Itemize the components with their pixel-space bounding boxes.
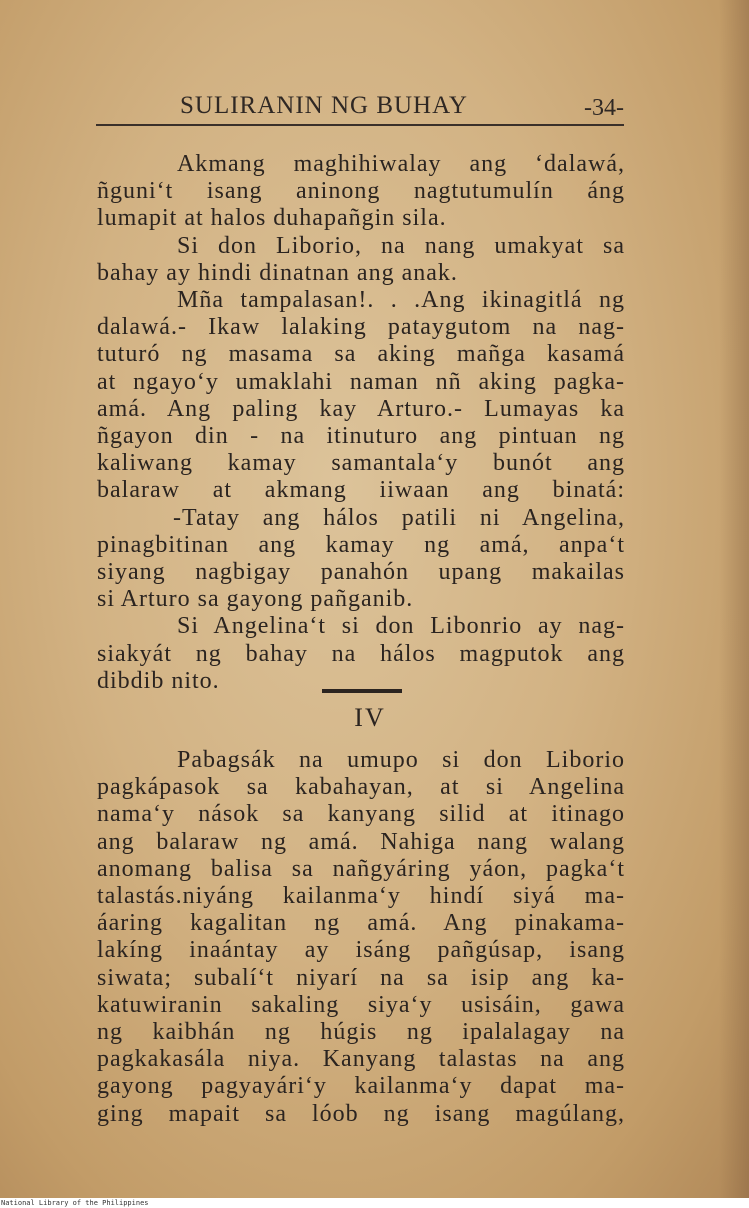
text-line: ñgayon din - na itinuturo ang pintuan ng [97,423,625,450]
text-line: pagkakasála niya. Kanyang talastas na ang [97,1046,625,1073]
text-line: talastás.niyáng kailanma‘y hindí siyá ma- [97,883,625,910]
text-line: ñguni‘t isang aninong nagtutumulín áng [97,178,625,205]
text-line: anomang balisa sa nañgyáring yáon, pagka‘t [97,855,625,882]
header-rule [96,124,624,126]
section-heading: IV [354,703,386,732]
text-line: Akmang maghihiwalay ang ‘dalawá, [177,151,625,177]
text-line: dibdib nito. [97,667,220,694]
text-line: siakyát ng bahay na hálos magputok ang [97,640,625,667]
text-line: nama‘y nások sa kanyang silid at itinago [97,801,625,828]
text-line: ging mapait sa lóob ng isang magúlang, [97,1100,625,1127]
text-line: amá. Ang paling kay Arturo.- Lumayas ka [97,395,625,422]
text-line: Mña tampalasan!. . .Ang ikinagitlá ng [177,287,625,314]
paragraph [97,233,625,287]
text-line: pagkápasok sa kabahayan, at si Angelina [97,774,625,801]
text-line: lakíng inaántay ay isáng pañgúsap, isang [97,937,625,964]
text-line: siyang nagbigay panahón upang makailas [97,559,625,586]
text-line: gayong pagyayári‘y kailanma‘y dapat ma- [97,1073,625,1100]
text-line: kaliwang kamay samantala‘y bunót ang [97,450,625,477]
text-line: at ngayo‘y umaklahi naman nñ aking pagka- [97,368,625,395]
text-line: siwata; subalí‘t niyarí na sa isip ang ka- [97,964,625,991]
paragraph [97,151,625,233]
paragraph [97,287,625,505]
text-line: tuturó ng masama sa aking mañga kasamá [97,341,625,368]
body-text-top [97,151,625,695]
section-rule [322,689,402,693]
text-line: bahay ay hindi dinatnan ang anak. [97,259,458,286]
text-line: dalawá.- Ikaw lalaking pataygutom na nag- [97,314,625,341]
text-line: Pabagsák na umupo si don Liborio [177,747,625,773]
text-line: pinagbitinan ang kamay ng amá, anpa‘t [97,531,625,558]
text-line: si Arturo sa gayong pañganib. [97,586,414,613]
text-line: balaraw at akmang iiwaan ang binatá: [97,477,625,504]
text-line: katuwiranin sakaling siya‘y usisáin, gawa [97,991,625,1018]
library-credit: National Library of the Philippines [1,1199,149,1207]
page-number: -34- [584,95,624,121]
text-line: Si don Liborio, na nang umakyat sa [177,232,625,259]
page-edge-shadow [719,0,749,1208]
running-title: SULIRANIN NG BUHAY [180,92,468,119]
text-line: ang balaraw ng amá. Nahiga nang walang [97,828,625,855]
text-line: áaring kagalitan ng amá. Ang pinakama- [97,910,625,937]
text-line: lumapit at halos duhapañgin sila. [97,205,447,232]
paragraph [97,505,625,614]
body-text-bottom [97,747,625,1128]
paragraph [97,747,625,1128]
text-line: ng kaibhán ng húgis ng ipalalagay na [97,1019,625,1046]
text-line: -Tatay ang hálos patili ni Angelina, [173,504,625,531]
paragraph [97,613,625,695]
text-line: Si Angelina‘t si don Libonrio ay nag- [177,613,625,640]
